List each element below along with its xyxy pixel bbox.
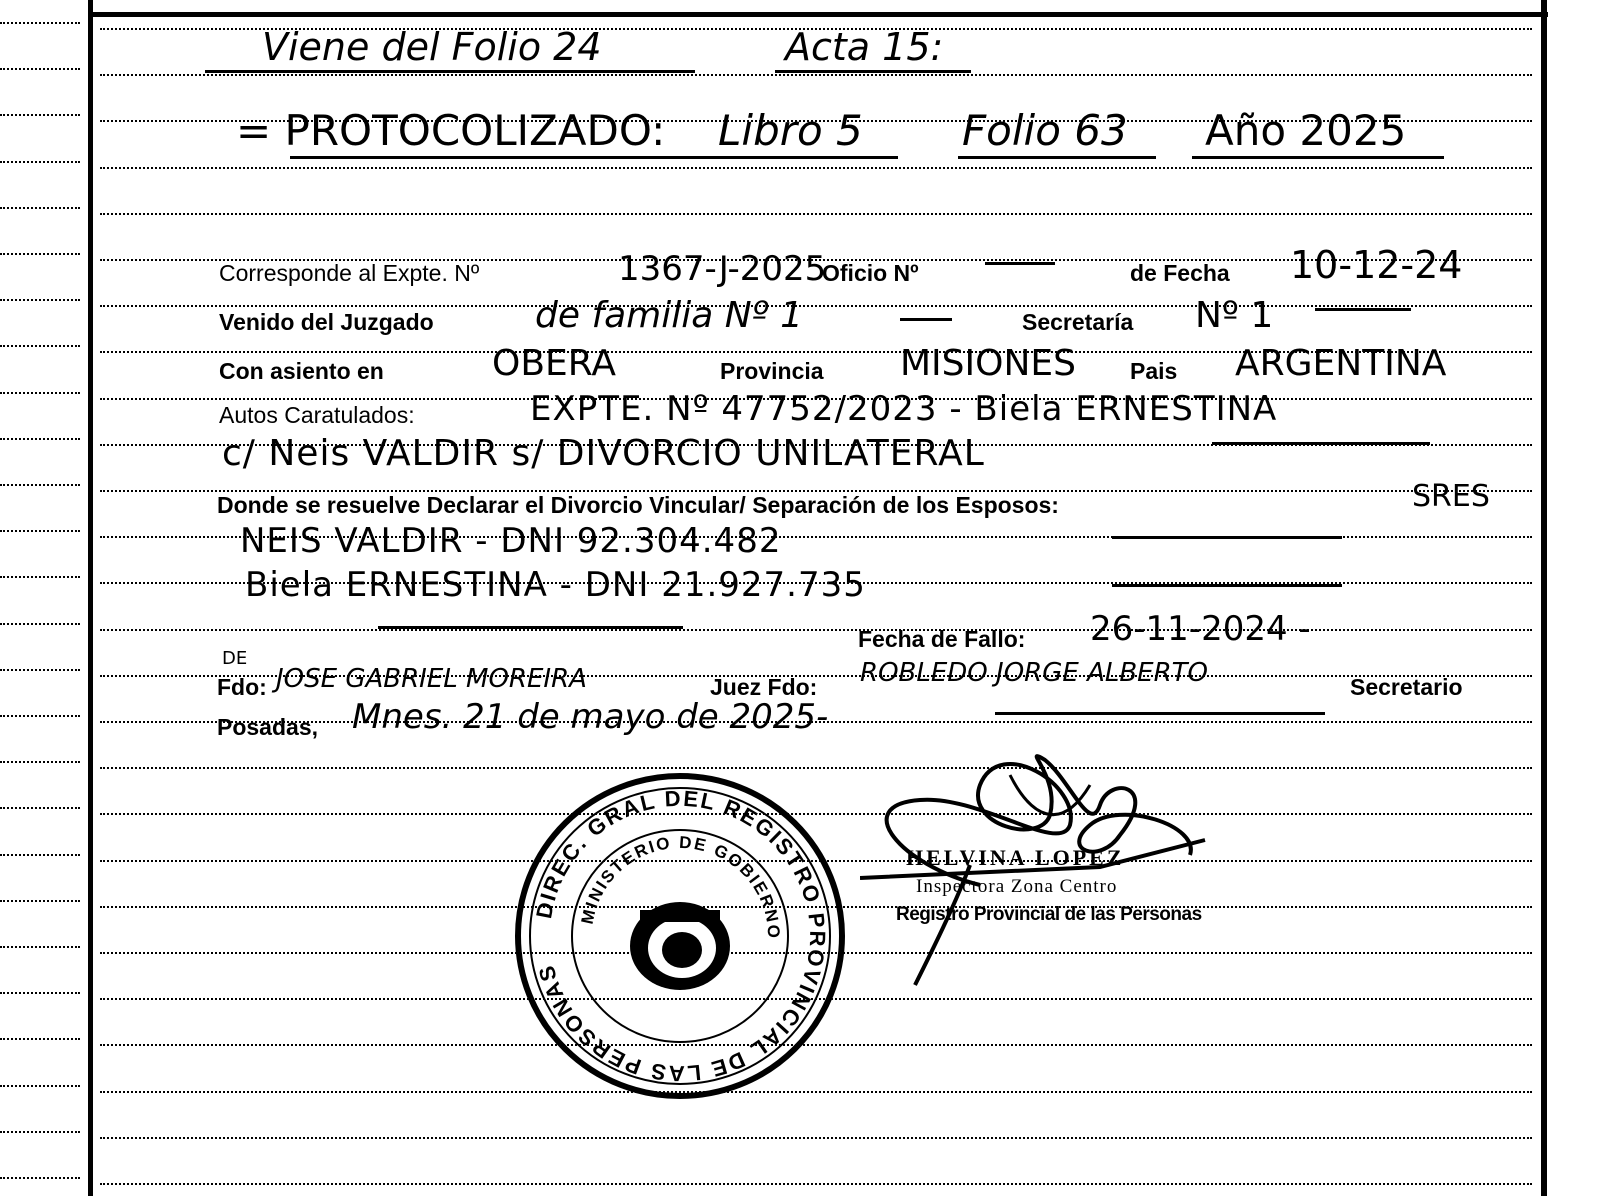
asiento-value: OBERA: [492, 343, 616, 384]
secretario-label: Secretario: [1350, 674, 1463, 700]
protocolo-underline-1: [290, 156, 898, 159]
provincia-label: Provincia: [720, 358, 824, 384]
margin-dotted-line: [0, 114, 80, 116]
secretaria-value: Nº 1: [1195, 295, 1274, 336]
fallo-left-dash: [378, 626, 683, 629]
fdo-label: Fdo:: [217, 674, 267, 700]
margin-dotted-line: [0, 253, 80, 255]
margin-dotted-line: [0, 1131, 80, 1133]
corresponde-label: Corresponde al Expte. Nº: [219, 260, 480, 286]
margin-dotted-line: [0, 345, 80, 347]
juzgado-value: de familia Nº 1: [535, 295, 803, 336]
fallo-label: Fecha de Fallo:: [858, 626, 1026, 652]
margin-dotted-line: [0, 576, 80, 578]
body-dotted-line: [100, 305, 1532, 307]
margin-dotted-line: [0, 207, 80, 209]
margin-dotted-line: [0, 22, 80, 24]
autos-dash: [1212, 442, 1430, 445]
donde-value: SRES: [1412, 479, 1490, 514]
protocolo-libro: Libro 5: [718, 106, 863, 155]
juez-value: JOSE GABRIEL MOREIRA: [276, 664, 587, 694]
margin-dotted-line: [0, 946, 80, 948]
expte-value: 1367-J-2025: [618, 249, 827, 289]
fallo-value: 26-11-2024 -: [1090, 609, 1311, 649]
protocolo-underline-3: [1192, 156, 1444, 159]
body-dotted-line: [100, 74, 1532, 76]
margin-dotted-line: [0, 299, 80, 301]
margin-dotted-line: [0, 1085, 80, 1087]
oficio-label: Oficio Nº: [822, 260, 919, 286]
fecha-label: de Fecha: [1130, 260, 1230, 286]
margin-dotted-line: [0, 1038, 80, 1040]
seal-outer-text: DIREC. GRAL DEL REGISTRO PROVINCIAL DE LAS PERSONAS: [531, 785, 831, 1087]
signature-name: HELVINA LOPEZ: [906, 845, 1125, 870]
autos-value-2: c/ Neis VALDIR s/ DIVORCIO UNILATERAL: [222, 433, 985, 474]
provincia-value: MISIONES: [900, 343, 1077, 384]
header-acta-underline: [775, 70, 971, 73]
body-dotted-line: [100, 1137, 1532, 1139]
seal-inner-text: MINISTERIO DE GOBIERNO: [577, 832, 784, 941]
esposo-1: NEIS VALDIR - DNI 92.304.482: [240, 521, 782, 561]
signature-block: [860, 745, 1260, 1005]
pais-label: Pais: [1130, 358, 1178, 384]
secretaria-dash: [1315, 308, 1411, 311]
margin-dotted-line: [0, 530, 80, 532]
coat-of-arms-emblem: [630, 902, 730, 990]
margin-dotted-line: [0, 715, 80, 717]
esposo-2: Biela ERNESTINA - DNI 21.927.735: [245, 565, 866, 605]
secretario-value: ROBLEDO JORGE ALBERTO: [860, 658, 1209, 688]
protocolo-label: = PROTOCOLIZADO:: [236, 106, 666, 155]
body-dotted-line: [100, 167, 1532, 169]
autos-label: Autos Caratulados:: [219, 402, 415, 428]
official-seal: [512, 768, 848, 1104]
body-dotted-line: [100, 1183, 1532, 1185]
protocolo-underline-2: [958, 156, 1156, 159]
header-viene: Viene del Folio 24: [262, 25, 602, 69]
body-dotted-line: [100, 629, 1532, 631]
top-border-line: [92, 12, 1548, 17]
body-dotted-line: [100, 213, 1532, 215]
venido-label: Venido del Juzgado: [219, 309, 434, 335]
margin-dotted-line: [0, 392, 80, 394]
margin-dotted-line: [0, 161, 80, 163]
margin-dotted-line: [0, 623, 80, 625]
handwritten-signature: [860, 745, 1260, 1005]
donde-label: Donde se resuelve Declarar el Divorcio Vincular/ Separación de los Esposos:: [217, 492, 1059, 518]
margin-dotted-line: [0, 68, 80, 70]
protocolo-anio: Año 2025: [1205, 106, 1407, 155]
fecha-value: 10-12-24: [1290, 243, 1463, 287]
secretaria-label: Secretaría: [1022, 309, 1134, 335]
autos-value-1: EXPTE. Nº 47752/2023 - Biela ERNESTINA: [530, 389, 1278, 429]
margin-dotted-line: [0, 900, 80, 902]
margin-dotted-line: [0, 807, 80, 809]
header-viene-underline: [205, 70, 695, 73]
left-margin-line: [88, 0, 93, 1196]
de-mark: DE: [222, 648, 248, 669]
posadas-label: Posadas,: [217, 714, 318, 740]
asiento-label: Con asiento en: [219, 358, 384, 384]
pais-value: ARGENTINA: [1235, 343, 1447, 384]
juzgado-dash: [900, 318, 952, 321]
margin-dotted-line: [0, 484, 80, 486]
margin-dotted-line: [0, 1177, 80, 1179]
posadas-dash: [995, 712, 1325, 715]
signature-role: Inspectora Zona Centro: [916, 876, 1118, 897]
margin-dotted-line: [0, 854, 80, 856]
protocolo-folio: Folio 63: [962, 106, 1128, 155]
margin-dotted-line: [0, 992, 80, 994]
margin-dotted-line: [0, 438, 80, 440]
signature-office: Registro Provincial de las Personas: [896, 904, 1202, 925]
margin-dotted-line: [0, 669, 80, 671]
juez-label: Juez Fdo:: [710, 674, 818, 700]
posadas-value: Mnes. 21 de mayo de 2025-: [352, 697, 829, 737]
header-acta: Acta 15:: [785, 25, 944, 69]
esposo-2-dash: [1112, 584, 1342, 587]
esposo-1-dash: [1112, 536, 1342, 539]
oficio-dash: [985, 262, 1055, 265]
right-margin-line: [1541, 0, 1547, 1196]
margin-dotted-line: [0, 761, 80, 763]
